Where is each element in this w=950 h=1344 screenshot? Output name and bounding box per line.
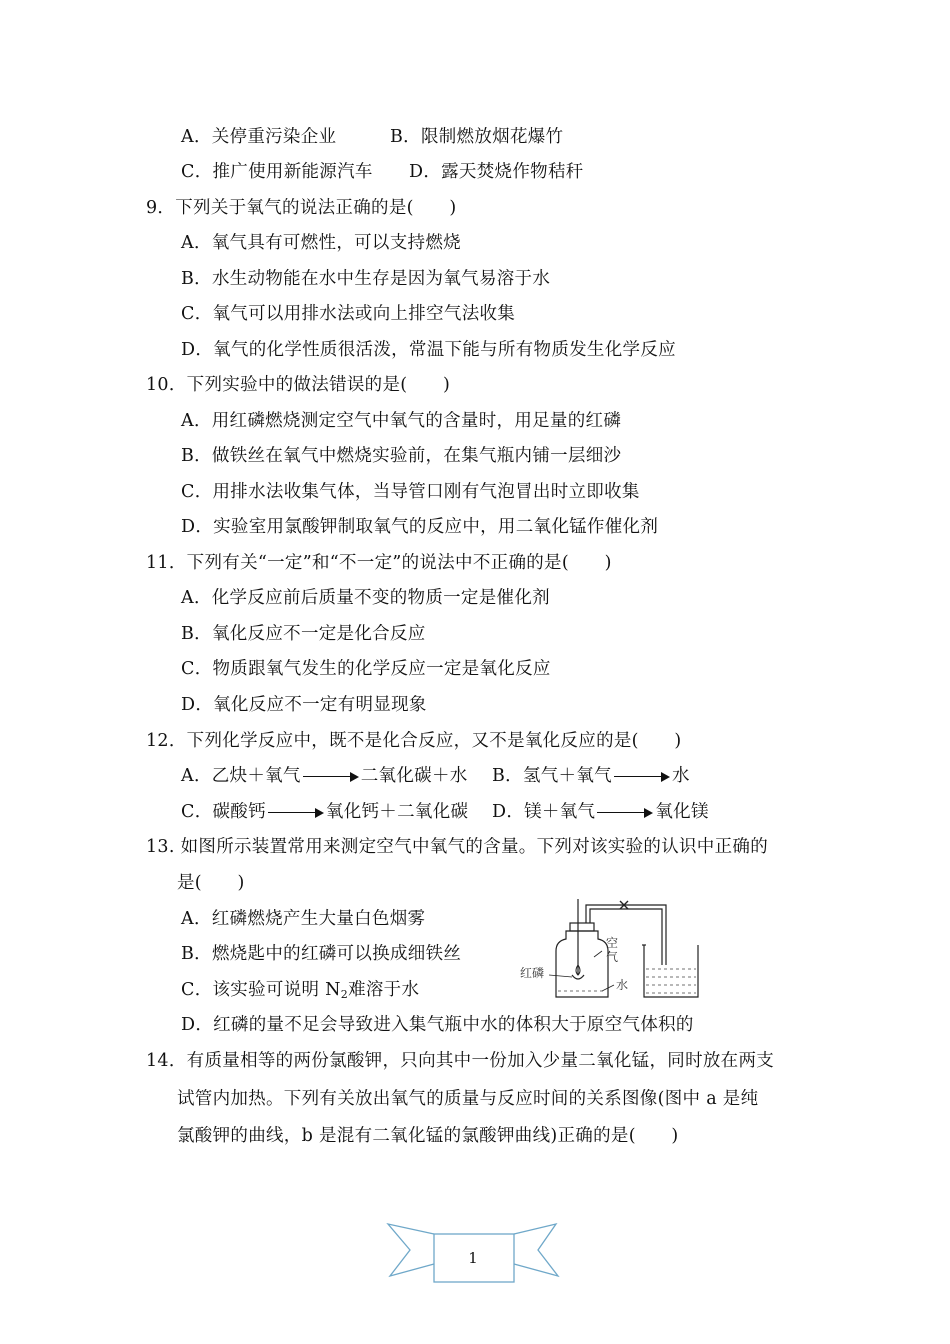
stopper	[570, 923, 594, 931]
q12-a-reactants: A．乙炔＋氧气	[181, 766, 301, 786]
q8-option-a: A．关停重污染企业	[181, 127, 337, 147]
q9-stem: 9．下列关于氧气的说法正确的是( )	[146, 198, 457, 218]
q10-option-a: A．用红磷燃烧测定空气中氧气的含量时，用足量的红磷	[181, 411, 622, 431]
q13-option-c-text: C．该实验可说明 N	[181, 980, 341, 1000]
q10-option-c: C．用排水法收集气体，当导管口刚有气泡冒出时立即收集	[181, 482, 640, 502]
q12-option-a	[181, 764, 468, 788]
q10-stem: 10．下列实验中的做法错误的是( )	[146, 375, 451, 395]
label-leader-phosphorus	[549, 975, 572, 977]
q9-option-c: C．氧气可以用排水法或向上排空气法收集	[181, 304, 516, 324]
q11-stem: 11．下列有关“一定”和“不一定”的说法中不正确的是( )	[146, 553, 612, 573]
q12-c-products: 氧化钙＋二氧化碳	[325, 802, 469, 822]
q14-stem-line-2: 试管内加热。下列有关放出氧气的质量与反应时间的关系图像(图中 a 是纯	[177, 1089, 759, 1109]
q8-option-c: C．推广使用新能源汽车	[181, 162, 373, 182]
ribbon-right-tail	[514, 1224, 558, 1276]
q13-option-c	[181, 978, 419, 1002]
q9-option-a: A．氧气具有可燃性，可以支持燃烧	[181, 233, 461, 253]
q13-stem-line-2: 是( )	[177, 873, 245, 893]
label-phosphorus: 红磷	[520, 966, 545, 980]
q13-option-d: D．红磷的量不足会导致进入集气瓶中水的体积大于原空气体积的	[181, 1015, 694, 1035]
beaker	[644, 945, 698, 997]
q11-option-d: D．氧化反应不一定有明显现象	[181, 695, 427, 715]
q12-option-b	[492, 764, 690, 788]
q9-option-b: B．水生动物能在水中生存是因为氧气易溶于水	[181, 269, 551, 289]
q12-b-products: 水	[671, 766, 690, 786]
ribbon-left-tail	[388, 1224, 434, 1276]
q12-stem: 12．下列化学反应中，既不是化合反应，又不是氧化反应的是( )	[146, 731, 682, 751]
q14-stem-line-1: 14．有质量相等的两份氯酸钾，只向其中一份加入少量二氧化锰，同时放在两支	[146, 1051, 775, 1071]
q10-option-b: B．做铁丝在氧气中燃烧实验前，在集气瓶内铺一层细沙	[181, 446, 622, 466]
reaction-arrow-icon	[303, 772, 359, 782]
q8-option-d: D．露天焚烧作物秸秆	[409, 162, 584, 182]
label-air-2: 气	[606, 950, 619, 964]
reaction-arrow-icon	[268, 808, 324, 818]
q11-option-c: C．物质跟氧气发生的化学反应一定是氧化反应	[181, 659, 551, 679]
gas-jar	[556, 931, 608, 997]
q13-option-a: A．红磷燃烧产生大量白色烟雾	[181, 909, 426, 929]
q12-option-d	[492, 800, 709, 824]
label-air-1: 空	[606, 936, 619, 950]
q12-b-reactants: B．氢气＋氧气	[492, 766, 612, 786]
label-water: 水	[616, 978, 629, 992]
q10-option-d: D．实验室用氯酸钾制取氧气的反应中，用二氧化锰作催化剂	[181, 517, 659, 537]
q11-option-b: B．氧化反应不一定是化合反应	[181, 624, 426, 644]
q12-option-c	[181, 800, 468, 824]
label-leader-air	[594, 951, 602, 957]
reaction-arrow-icon	[597, 808, 653, 818]
oxygen-measurement-apparatus-figure	[516, 895, 716, 1007]
q12-d-products: 氧化镁	[655, 802, 709, 822]
q11-option-a: A．化学反应前后质量不变的物质一定是催化剂	[181, 588, 550, 608]
connecting-tube-inner	[590, 909, 662, 965]
q12-a-products: 二氧化碳＋水	[360, 766, 468, 786]
q13-stem-line-1: 13. 如图所示装置常用来测定空气中氧气的含量。下列对该实验的认识中正确的	[146, 837, 768, 857]
q14-stem-line-3: 氯酸钾的曲线，b 是混有二氧化锰的氯酸钾曲线)正确的是( )	[177, 1126, 679, 1146]
reaction-arrow-icon	[614, 772, 670, 782]
q12-c-reactants: C．碳酸钙	[181, 802, 266, 822]
q13-option-b: B．燃烧匙中的红磷可以换成细铁丝	[181, 944, 462, 964]
q8-option-b: B．限制燃放烟花爆竹	[390, 127, 564, 147]
q13-option-c-text-end: 难溶于水	[348, 980, 420, 1000]
q9-option-d: D．氧气的化学性质很活泼，常温下能与所有物质发生化学反应	[181, 340, 676, 360]
q12-d-reactants: D．镁＋氧气	[492, 802, 596, 822]
page-number: 1	[468, 1249, 478, 1267]
subscript: 2	[340, 988, 349, 1001]
